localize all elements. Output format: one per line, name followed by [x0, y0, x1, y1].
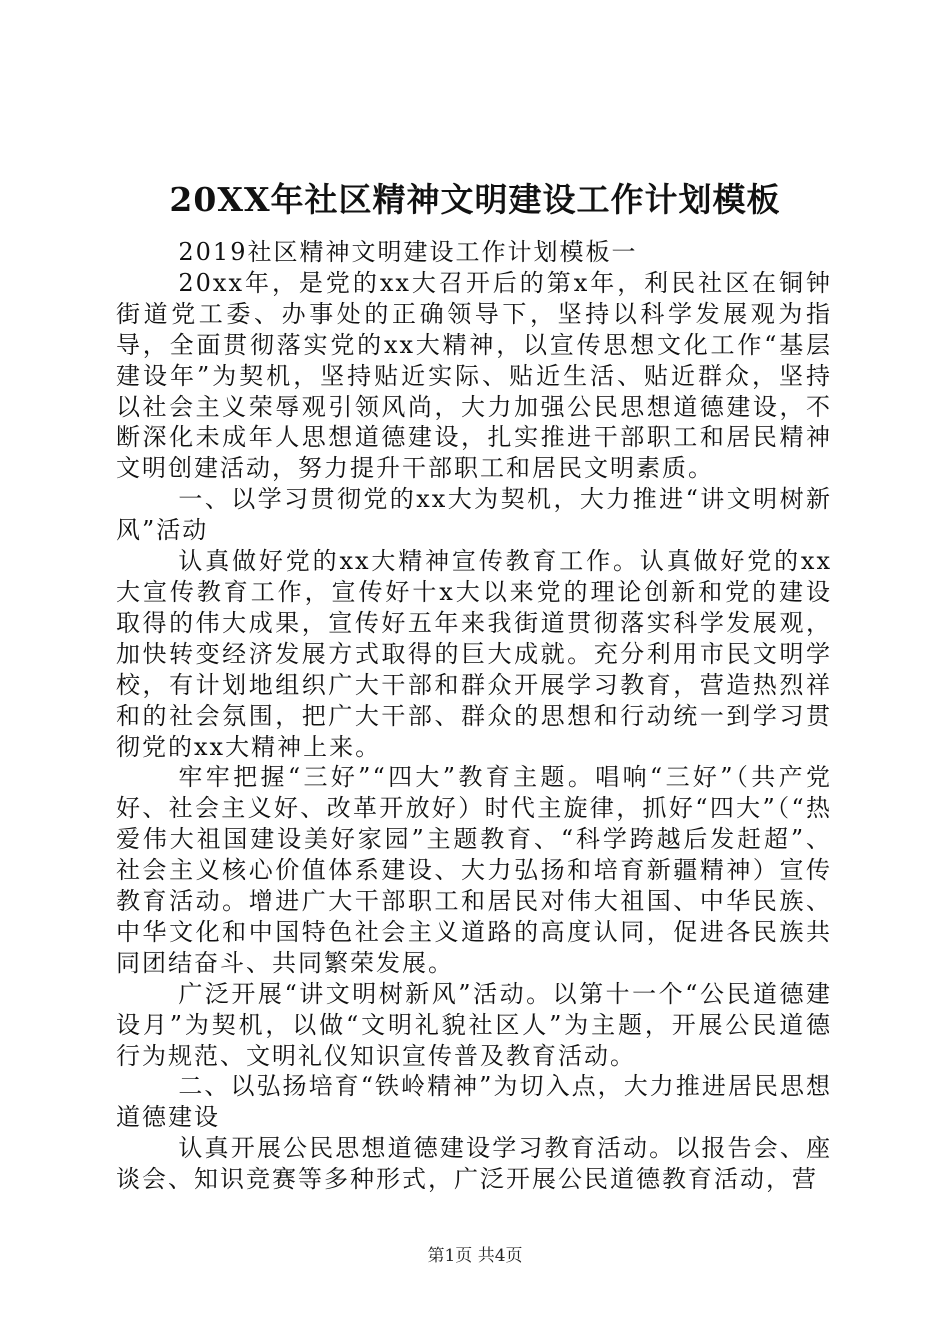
- body-paragraph: 认真做好党的xx大精神宣传教育工作。认真做好党的xx大宣传教育工作，宣传好十x大以来党的理论创新和党的建设取得的伟大成果，宣传好五年来我街道贯彻落实科学发展观，加快转变经济发展方式取得的巨大成就。充分利用市民文明学校，有计划地组织广大干部和群众开展学习教育，营造热烈祥和的社会氛围，把广大干部、群众的思想和行动统一到学习贯彻党的xx大精神上来。: [116, 547, 832, 761]
- section-heading: 二、以弘扬培育“铁岭精神”为切入点，大力推进居民思想道德建设: [116, 1072, 832, 1132]
- body-paragraph: 广泛开展“讲文明树新风”活动。以第十一个“公民道德建设月”为契机，以做“文明礼貌社区人”为主题，开展公民道德行为规范、文明礼仪知识宣传普及教育活动。: [116, 979, 832, 1070]
- body-paragraph: 20xx年，是党的xx大召开后的第x年，利民社区在铜钟街道党工委、办事处的正确领导下，坚持以科学发展观为指导，全面贯彻落实党的xx大精神，以宣传思想文化工作“基层建设年”为契机，坚持贴近实际、贴近生活、贴近群众，坚持以社会主义荣辱观引领风尚，大力加强公民思想道德建设，不断深化未成年人思想道德建设，扎实推进干部职工和居民精神文明创建活动，努力提升干部职工和居民文明素质。: [116, 268, 832, 483]
- document-body: [116, 237, 832, 1195]
- document-title: 20XX年社区精神文明建设工作计划模板: [169, 180, 781, 219]
- section-heading: 一、以学习贯彻党的xx大为契机，大力推进“讲文明树新风”活动: [116, 485, 832, 545]
- page-footer: 第1页 共4页: [427, 1246, 523, 1266]
- body-paragraph: 牢牢把握“三好”“四大”教育主题。唱响“三好”（共产党好、社会主义好、改革开放好）时代主旋律，抓好“四大”（“热爱伟大祖国建设美好家园”主题教育、“科学跨越后发赶超”、社会主义核心价值体系建设、大力弘扬和培育新疆精神）宣传教育活动。增进广大干部职工和居民对伟大祖国、中华民族、中华文化和中国特色社会主义道路的高度认同，促进各民族共同团结奋斗、共同繁荣发展。: [116, 763, 832, 977]
- subtitle-paragraph: 2019社区精神文明建设工作计划模板一: [178, 238, 638, 266]
- body-paragraph: 认真开展公民思想道德建设学习教育活动。以报告会、座谈会、知识竞赛等多种形式，广泛开展公民道德教育活动，营: [116, 1134, 832, 1194]
